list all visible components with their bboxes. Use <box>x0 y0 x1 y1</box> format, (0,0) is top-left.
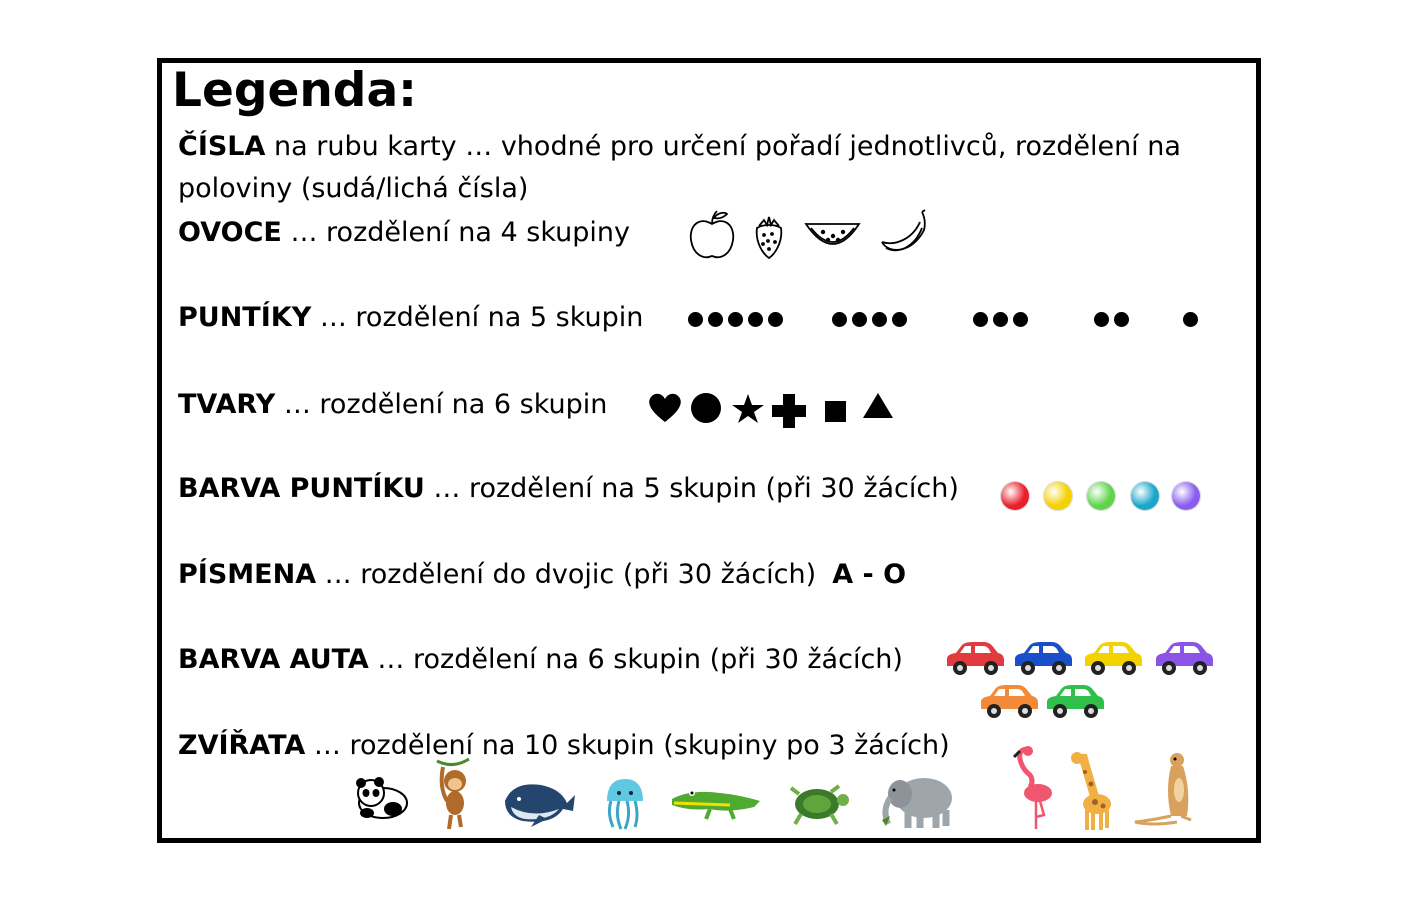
fruit-icons <box>685 208 935 264</box>
whale-icon <box>505 784 575 827</box>
barva-auta-label: BARVA AUTA <box>178 644 369 675</box>
tvary-line <box>178 389 607 421</box>
dot <box>973 312 988 327</box>
tvary-label: TVARY <box>178 389 276 420</box>
animal-icons <box>345 745 1215 835</box>
legend-title: Legenda: <box>172 63 417 118</box>
circle-icon <box>691 393 721 423</box>
car-icon <box>1082 640 1144 678</box>
meerkat-icon <box>1135 753 1191 824</box>
puntiky-line <box>178 302 643 334</box>
apple-icon <box>691 211 734 257</box>
dot <box>993 312 1008 327</box>
dot <box>1114 312 1129 327</box>
ovoce-text: … rozdělení na 4 skupiny <box>281 217 631 248</box>
car-icon <box>1153 640 1215 678</box>
heart-icon <box>649 394 681 422</box>
dot <box>748 312 763 327</box>
cross-icon <box>772 394 806 428</box>
dot <box>852 312 867 327</box>
cisla-line2: poloviny (sudá/lichá čísla) <box>178 173 529 204</box>
puntiky-label: PUNTÍKY <box>178 302 312 333</box>
ovoce-line <box>178 217 630 249</box>
dot <box>688 312 703 327</box>
tvary-text: … rozdělení na 6 skupin <box>275 389 608 420</box>
zvirata-text: … rozdělení na 10 skupin (skupiny po 3 žácích) <box>305 730 950 761</box>
watermelon-icon <box>806 224 859 244</box>
cisla-label: ČÍSLA <box>178 131 266 162</box>
colored-dot <box>1131 482 1159 510</box>
zvirata-label: ZVÍŘATA <box>178 730 306 761</box>
pismena-label: PÍSMENA <box>178 559 317 590</box>
puntiky-text: … rozdělení na 5 skupin <box>311 302 644 333</box>
car-icon <box>1012 640 1074 678</box>
car-icon <box>978 683 1040 721</box>
star-icon <box>732 394 764 423</box>
shape-icons <box>645 388 900 430</box>
colored-dot <box>1087 482 1115 510</box>
jellyfish-icon <box>607 779 643 829</box>
barva-auta-text: … rozdělení na 6 skupin (při 30 žácích) <box>368 644 903 675</box>
square-icon <box>825 401 846 422</box>
cisla-text: na rubu karty … vhodné pro určení pořadí jednotlivců, rozdělení na <box>265 131 1181 162</box>
dot <box>832 312 847 327</box>
crocodile-icon <box>672 790 760 819</box>
dot <box>708 312 723 327</box>
dot <box>872 312 887 327</box>
dot <box>892 312 907 327</box>
dot <box>1094 312 1109 327</box>
triangle-icon <box>863 393 893 418</box>
barva-puntiku-label: BARVA PUNTÍKU <box>178 473 425 504</box>
panda-icon <box>356 777 407 818</box>
flamingo-icon <box>1014 746 1052 829</box>
colored-dot <box>1001 482 1029 510</box>
colored-dot <box>1172 482 1200 510</box>
car-icon <box>1044 683 1106 721</box>
turtle-icon <box>791 786 849 824</box>
dot <box>1183 312 1198 327</box>
elephant-icon <box>882 778 952 828</box>
dot <box>768 312 783 327</box>
colored-dot <box>1044 482 1072 510</box>
pismena-range: A - O <box>832 559 907 590</box>
car-icon <box>944 640 1006 678</box>
banana-icon <box>882 210 925 250</box>
strawberry-icon <box>757 217 782 258</box>
dot <box>728 312 743 327</box>
monkey-icon <box>437 759 469 829</box>
giraffe-icon <box>1071 752 1111 830</box>
cisla-line1 <box>178 131 1181 163</box>
pismena-text: … rozdělení do dvojic (při 30 žácích) <box>316 559 817 590</box>
ovoce-label: OVOCE <box>178 217 282 248</box>
barva-puntiku-line <box>178 473 959 505</box>
barva-auta-line <box>178 644 903 676</box>
barva-puntiku-text: … rozdělení na 5 skupin (při 30 žácích) <box>424 473 959 504</box>
pismena-line <box>178 559 906 591</box>
dot <box>1013 312 1028 327</box>
